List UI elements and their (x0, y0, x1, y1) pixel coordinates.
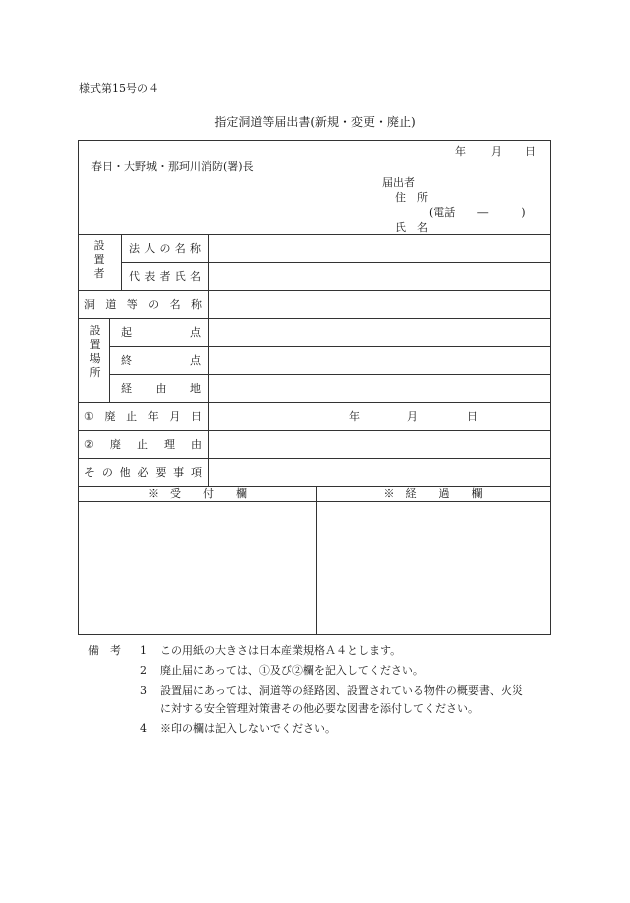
note-3-text: 設置届にあっては、洞道等の経路図、設置されている物件の概要書、火災 (160, 684, 523, 697)
progress-column-header: ※ 経 過 欄 (383, 487, 483, 500)
reception-column-header: ※ 受 付 欄 (148, 487, 247, 500)
abolish-year: 年 (349, 410, 360, 423)
note-4-text: ※印の欄は記入しないでください。 (160, 722, 336, 735)
date-year-label: 年 (455, 145, 466, 158)
abolish-date-label: ① 廃 止 年 月 日 (84, 410, 202, 423)
notes-label: 備 考 (88, 644, 121, 657)
notifier-label: 届出者 (382, 176, 415, 189)
via-label: 経 由 地 (121, 382, 201, 395)
date-day-label: 日 (525, 145, 536, 158)
note-4-number: 4 (140, 722, 147, 735)
form-table (78, 140, 551, 635)
note-3-number: 3 (140, 684, 147, 697)
date-month-label: 月 (491, 145, 502, 158)
abolish-reason-label: ② 廃 止 理 由 (84, 438, 202, 451)
phone-label: (電話 ― ) (429, 206, 526, 219)
note-1-number: 1 (140, 644, 147, 657)
name-label: 氏 名 (395, 221, 428, 234)
abolish-month: 月 (407, 410, 418, 423)
note-2-text: 廃止届にあっては、①及び②欄を記入してください。 (160, 664, 424, 677)
representative-label: 代 表 者 氏 名 (129, 270, 201, 283)
addressee: 春日・大野城・那珂川消防(署)長 (91, 160, 254, 173)
note-3-continuation: に対する安全管理対策書その他必要な図書を添付してください。 (160, 702, 479, 715)
address-label: 住 所 (395, 191, 428, 204)
installer-label: 設 置 者 (93, 239, 105, 280)
other-items-label: そ の 他 必 要 事 項 (84, 466, 202, 479)
note-1-text: この用紙の大きさは日本産業規格Ａ４とします。 (160, 644, 402, 657)
tunnel-name-label: 洞 道 等 の 名 称 (84, 298, 202, 311)
form-number: 様式第15号の４ (79, 82, 159, 95)
location-label: 設 置 場 所 (89, 324, 101, 379)
start-point-label: 起 点 (121, 326, 201, 339)
corp-name-label: 法 人 の 名 称 (129, 242, 201, 255)
note-2-number: 2 (140, 664, 147, 677)
end-point-label: 終 点 (121, 354, 201, 367)
abolish-day: 日 (467, 410, 478, 423)
document-title: 指定洞道等届出書(新規・変更・廃止) (214, 115, 416, 129)
